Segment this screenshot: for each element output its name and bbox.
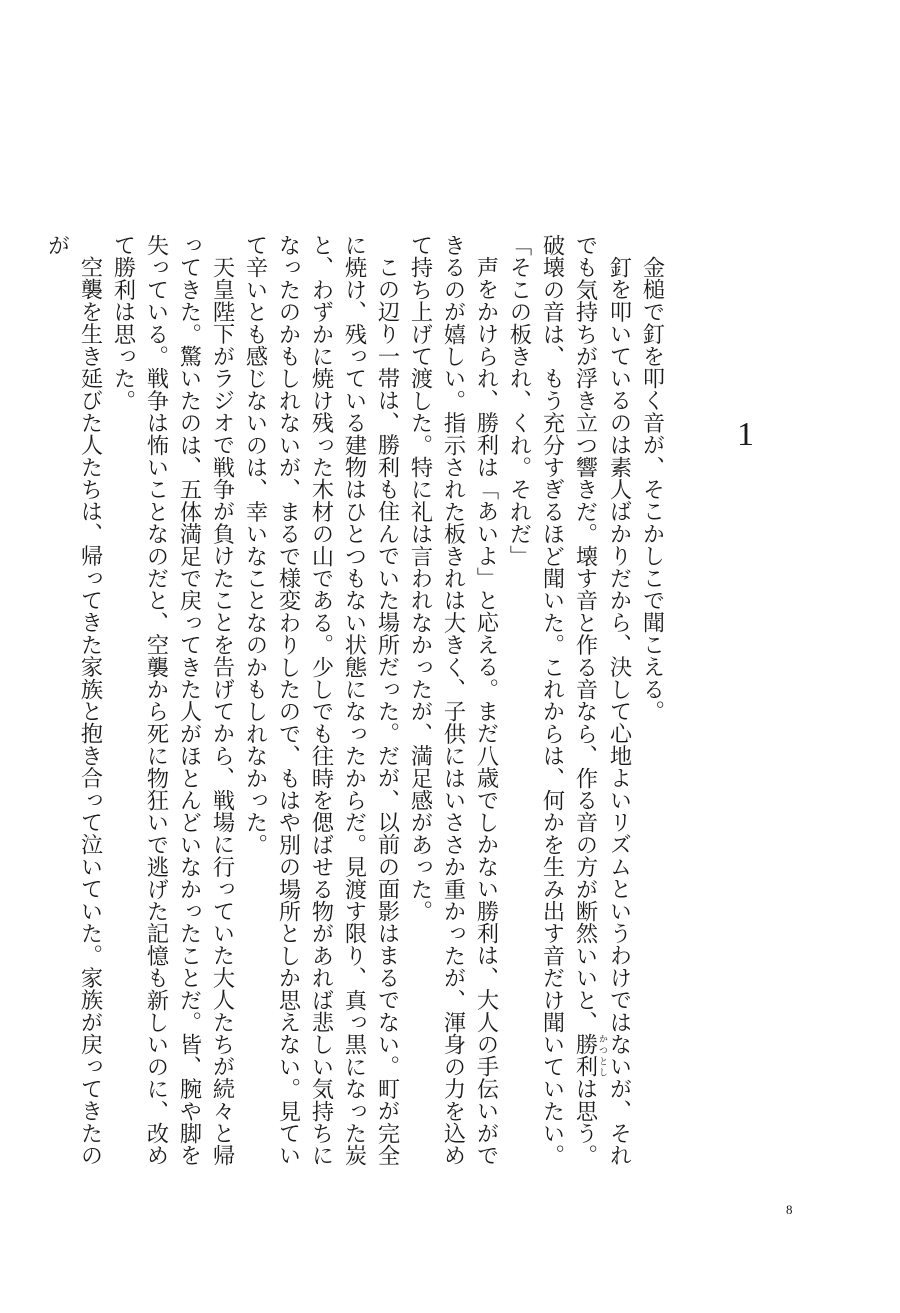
- page-number: 8: [786, 1202, 793, 1217]
- chapter-number: 1: [737, 416, 754, 453]
- paragraph: 空襲を生き延びた人たちは、帰ってきた家族と抱き合って泣いていた。家族が戻ってきたのが: [44, 234, 103, 1167]
- paragraph: この辺り一帯は、勝利も住んでいた場所だった。だが、以前の面影はまるでない。町が完全に焼け、残っている建物はひとつもない状態になったからだ。見渡す限り、真っ黒になった炭と、わずかに焼け残った木材の山である。少しでも往時を偲ばせる物があれば悲しい気持ちになったのかもしれないが、まるで様変わりしたので、もはや別の場所としか思えない。見ていて辛いとも感じないのは、幸いなことなのかもしれなかった。: [242, 234, 400, 1167]
- ruby-annotation: 勝利 かつとし: [572, 1033, 607, 1078]
- paragraph: 釘を叩いているのは素人ばかりだから、決して心地よいリズムというわけではないが、それでも気持ちが浮き立つ響きだ。壊す音と作る音なら、作る音の方が断然いいと、勝利 かつとしは思う。破壊の音は、もう充分すぎるほど聞いた。これからは、何かを生み出す音だけ聞いていたい。: [539, 234, 632, 1167]
- paragraph: 金槌で釘を叩く音が、そこかしこで聞こえる。: [639, 256, 665, 723]
- paragraph: 天皇陛下がラジオで戦争が負けたことを告げてから、戦場に行っていた大人たちが続々と帰ってきた。驚いたのは、五体満足で戻ってきた人がほとんどいなかったことだ。皆、腕や脚を失っている。戦争は怖いことなのだと、空襲から死に物狂いで逃げた記憶も新しいのに、改めて勝利は思った。: [110, 234, 235, 1167]
- dialog-line: 「そこの板きれ、くれ。それだ」: [506, 234, 532, 567]
- body-text: [40, 234, 668, 1178]
- paragraph: 声をかけられ、勝利は「あいよ」と応える。まだ八歳でしかない勝利は、大人の手伝いができるのが嬉しい。指示された板きれは大きく、子供にはいささか重かったが、渾身の力を込めて持ち上げて渡した。特に礼は言われなかったが、満足感があった。: [407, 234, 499, 1167]
